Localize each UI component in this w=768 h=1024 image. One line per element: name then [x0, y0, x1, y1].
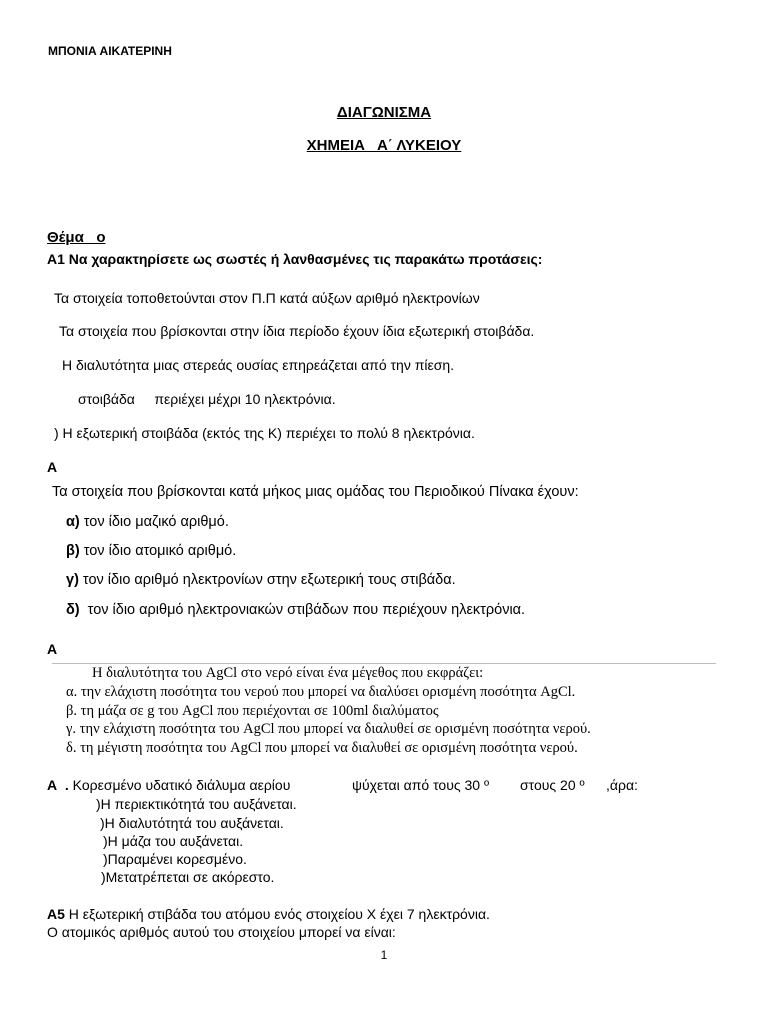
a4-option: )Η περιεκτικότητά του αυξάνεται.	[96, 796, 297, 812]
a4-option: )Μετατρέπεται σε ακόρεστο.	[101, 869, 275, 885]
a1-statement: Η διαλυτότητα μιας στερεάς ουσίας επηρεάζεται από την πίεση.	[62, 357, 455, 373]
a4-question-temp2: στους 20 º	[520, 777, 585, 793]
page-number: 1	[380, 948, 388, 962]
a4-question-temp: ψύχεται από τους 30 º	[352, 777, 490, 793]
a3-question: Η διαλυτότητα του AgCl στο νερό είναι ένα μέγεθος που εκφράζει:	[92, 665, 484, 681]
a1-heading: Α1 Να χαρακτηρίσετε ως σωστές ή λανθασμένες τις παρακάτω προτάσεις:	[47, 251, 543, 267]
a4-question-end: ,άρα:	[606, 777, 638, 793]
a2-option: β) τον ίδιο ατομικό αριθμό.	[66, 543, 237, 559]
a4-option: )Παραμένει κορεσμένο.	[103, 851, 247, 867]
divider-line	[52, 663, 716, 664]
a2-question: Τα στοιχεία που βρίσκονται κατά μήκος μιας ομάδας του Περιοδικού Πίνακα έχουν:	[52, 484, 579, 500]
a1-statement: Τα στοιχεία που βρίσκονται στην ίδια περίοδο έχουν ίδια εξωτερική στοιβάδα.	[59, 323, 535, 339]
a4-option: )Η μάζα του αυξάνεται.	[103, 833, 244, 849]
a3-option: δ. τη μέγιστη ποσότητα του AgCl που μπορεί να διαλυθεί σε ορισμένη ποσότητα νερού.	[66, 740, 578, 756]
a3-option: γ. την ελάχιστη ποσότητα του AgCl που μπορεί να διαλυθεί σε ορισμένη ποσότητα νερού.	[66, 721, 591, 737]
a4-question: Α . Κορεσμένο υδατικό διάλυμα αερίου	[47, 777, 291, 793]
a2-label: Α	[47, 459, 58, 475]
a4-option: )Η διαλυτότητά του αυξάνεται.	[100, 815, 284, 831]
document-title: ΔΙΑΓΩΝΙΣΜΑ	[336, 104, 432, 121]
a5-question-line1: Α5 Η εξωτερική στιβάδα του ατόμου ενός στοιχείου Χ έχει 7 ηλεκτρόνια.	[47, 906, 490, 922]
a3-label: Α	[47, 641, 58, 657]
a2-option: α) τον ίδιο μαζικό αριθμό.	[66, 514, 229, 530]
a1-statement: στοιβάδα περιέχει μέχρι 10 ηλεκτρόνια.	[78, 391, 336, 407]
a5-question-line2: Ο ατομικός αριθμός αυτού του στοιχείου μπορεί να είναι:	[47, 924, 396, 940]
a2-option: δ) τον ίδιο αριθμό ηλεκτρονιακών στιβάδων που περιέχουν ηλεκτρόνια.	[66, 602, 526, 618]
thema-heading: Θέμα ο	[47, 229, 106, 246]
a1-statement: Τα στοιχεία τοποθετούνται στον Π.Π κατά αύξων αριθμό ηλεκτρονίων	[54, 290, 480, 306]
a3-option: α. την ελάχιστη ποσότητα του νερού που μπορεί να διαλύσει ορισμένη ποσότητα AgCl.	[66, 684, 576, 700]
a2-option: γ) τον ίδιο αριθμό ηλεκτρονίων στην εξωτερική τους στιβάδα.	[66, 572, 456, 588]
a1-statement: ) Η εξωτερική στοιβάδα (εκτός της Κ) περιέχει το πολύ 8 ηλεκτρόνια.	[54, 425, 475, 441]
a3-option: β. τη μάζα σε g του AgCl που περιέχονται σε 100ml διαλύματος	[66, 703, 439, 719]
document-subtitle: ΧΗΜΕΙΑ Α΄ ΛΥΚΕΙΟΥ	[306, 137, 462, 154]
author-name: ΜΠΟΝΙΑ ΑΙΚΑΤΕΡΙΝΗ	[48, 44, 172, 58]
